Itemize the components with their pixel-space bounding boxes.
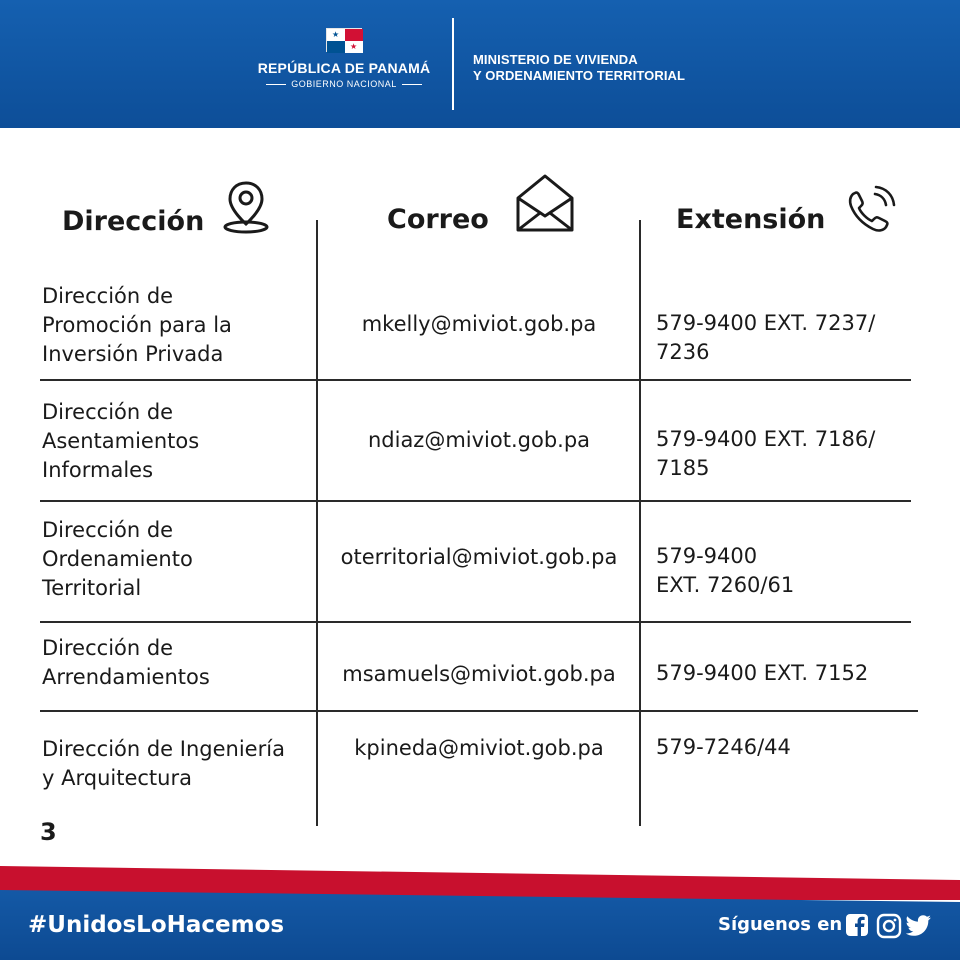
- column-header-direccion: Dirección: [62, 206, 205, 237]
- extension-line: 7185: [656, 456, 710, 480]
- twitter-icon[interactable]: [906, 913, 932, 937]
- row-divider: [40, 710, 918, 712]
- extension-line: 579-9400 EXT. 7237/: [656, 311, 876, 335]
- table-row-5-extension: [656, 733, 926, 762]
- envelope-icon: [514, 172, 576, 234]
- extension-line: 579-9400: [656, 544, 758, 568]
- table-row-2-extension: [656, 425, 926, 483]
- column-header-extension: Extensión: [676, 204, 826, 235]
- direccion-line: Dirección de: [42, 284, 174, 308]
- header-divider: [452, 18, 454, 110]
- table-row-5-direccion: [42, 735, 322, 793]
- direccion-line: Dirección de: [42, 518, 174, 542]
- ministry-title-line1: MINISTERIO DE VIVIENDA: [473, 52, 638, 67]
- location-pin-icon: [220, 178, 272, 236]
- government-subtitle: [254, 79, 434, 89]
- extension-line: 579-9400 EXT. 7186/: [656, 427, 876, 451]
- direccion-line: y Arquitectura: [42, 766, 192, 790]
- direccion-line: Dirección de: [42, 636, 174, 660]
- extension-line: 579-7246/44: [656, 735, 791, 759]
- ministry-title-line2: Y ORDENAMIENTO TERRITORIAL: [473, 68, 686, 83]
- table-row-1-direccion: [42, 282, 314, 369]
- government-label: GOBIERNO NACIONAL: [291, 79, 397, 89]
- table-row-4-extension: [656, 659, 926, 688]
- row-divider: [40, 500, 911, 502]
- republic-title: REPÚBLICA DE PANAMÁ: [257, 60, 431, 76]
- row-divider: [40, 621, 911, 623]
- facebook-icon[interactable]: [845, 913, 869, 937]
- direccion-line: Arrendamientos: [42, 665, 210, 689]
- extension-line: 579-9400 EXT. 7152: [656, 661, 869, 685]
- direccion-line: Informales: [42, 458, 154, 482]
- table-row-3-email: oterritorial@miviot.gob.pa: [340, 545, 618, 569]
- extension-line: EXT. 7260/61: [656, 573, 795, 597]
- table-row-1-extension: [656, 309, 926, 367]
- table-row-2-email: ndiaz@miviot.gob.pa: [367, 428, 591, 452]
- table-row-1-email: mkelly@miviot.gob.pa: [361, 312, 597, 336]
- phone-icon: [843, 182, 899, 238]
- extension-line: 7236: [656, 340, 710, 364]
- direccion-line: Dirección de Ingeniería: [42, 737, 285, 761]
- instagram-icon[interactable]: [876, 913, 902, 939]
- follow-us-label: Síguenos en: [718, 914, 843, 935]
- direccion-line: Territorial: [42, 576, 142, 600]
- table-row-5-email: kpineda@miviot.gob.pa: [354, 736, 604, 760]
- direccion-line: Dirección de: [42, 400, 174, 424]
- direccion-line: Promoción para la: [42, 313, 232, 337]
- column-header-correo: Correo: [387, 204, 489, 235]
- direccion-line: Inversión Privada: [42, 342, 224, 366]
- table-row-4-direccion: [42, 634, 314, 692]
- footer-hashtag: #UnidosLoHacemos: [28, 912, 285, 938]
- direccion-line: Ordenamiento: [42, 547, 193, 571]
- row-divider: [40, 379, 911, 381]
- panama-flag-icon: ★ ★: [326, 28, 362, 52]
- table-row-3-extension: [656, 542, 926, 600]
- direccion-line: Asentamientos: [42, 429, 200, 453]
- table-row-2-direccion: [42, 398, 314, 485]
- table-row-3-direccion: [42, 516, 314, 603]
- page-number: 3: [40, 818, 57, 846]
- table-row-4-email: msamuels@miviot.gob.pa: [342, 662, 616, 686]
